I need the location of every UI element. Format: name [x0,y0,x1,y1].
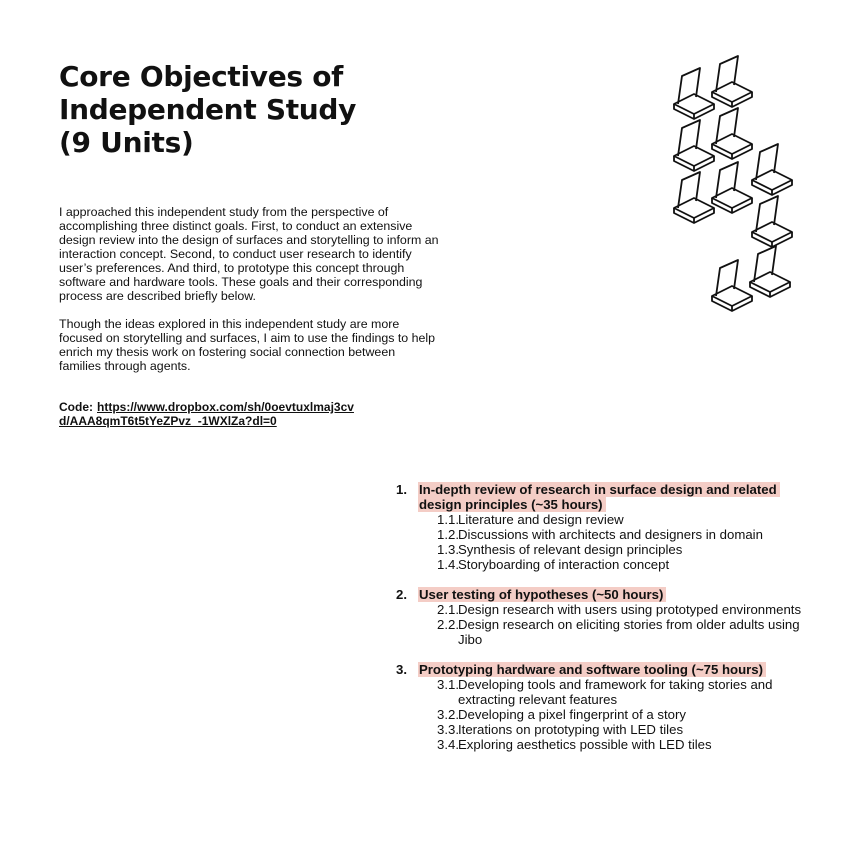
objective-item [396,662,816,752]
chair-icon [712,108,752,159]
sub-item [396,527,816,542]
sub-item-number: 2.1. [437,602,459,617]
sub-item [396,707,816,722]
objective-number: 1. [396,482,407,497]
sub-item-text: Developing a pixel fingerprint of a story [458,707,686,722]
sub-item-text: Design research with users using prototyped environments [458,602,802,617]
sub-item-text: Discussions with architects and designers in domain [458,527,763,542]
page-title [59,60,419,159]
objective-title: User testing of hypotheses (~50 hours) [418,587,666,602]
objective-item [396,482,816,572]
sub-item-number: 3.2. [437,707,459,722]
sub-item-number: 1.2. [437,527,459,542]
sub-item-text: Iterations on prototyping with LED tiles [458,722,684,737]
sub-item [396,542,816,557]
objective-item [396,587,816,647]
objective-title: In-depth review of research in surface design and related design principles (~35 hours) [418,482,780,512]
sub-item-text: Exploring aesthetics possible with LED tiles [458,737,712,752]
sub-item-number: 1.1. [437,512,459,527]
sub-item-number: 3.4. [437,737,459,752]
objective-title: Prototyping hardware and software tooling (~75 hours) [418,662,766,677]
sub-item-number: 1.4. [437,557,459,572]
objective-number: 3. [396,662,407,677]
intro-paragraph-2: Though the ideas explored in this independent study are more focused on storytelling and surfaces, I aim to use the findings to help enrich my thesis work on fostering social connection between families through agents. [59,317,436,373]
sub-item [396,557,816,572]
sub-item-text: Storyboarding of interaction concept [458,557,670,572]
objective-number: 2. [396,587,407,602]
title-line: (9 Units) [59,126,194,159]
code-label: Code: [59,400,93,414]
sub-item-number: 2.2. [437,617,459,632]
sub-item [396,737,816,752]
intro-text [59,205,439,387]
chair-icon [674,120,714,171]
chair-icon [750,246,790,297]
sub-item-text: Literature and design review [458,512,624,527]
sub-item [396,512,816,527]
chair-cluster-decoration [660,50,800,315]
code-reference [59,400,359,428]
chair-icon [752,196,792,247]
chair-icon [752,144,792,195]
intro-paragraph-1: I approached this independent study from the perspective of accomplishing three distinct goals. First, to conduct an extensive design review into the design of surfaces and storytelling to inform an interaction concept. Second, to conduct user research to identify user’s preferences. And third, to prototype this concept through software and hardware tools. These goals and their corresponding process are described briefly below. [59,205,439,303]
chair-icon [712,162,752,213]
sub-item-number: 3.3. [437,722,459,737]
chair-icon [674,68,714,119]
chair-icon [712,260,752,311]
objectives-list [396,482,816,767]
chair-icon [674,172,714,223]
sub-item-text: Design research on eliciting stories from older adults using Jibo [458,617,800,647]
title-line: Independent Study [59,93,357,126]
code-link[interactable]: https://www.dropbox.com/sh/0oevtuxlmaj3cvd/AAA8qmT6t5tYeZPvz_-1WXlZa?dl=0 [59,400,354,428]
sub-item [396,617,816,647]
chair-icon [712,56,752,107]
sub-item-text: Developing tools and framework for taking stories and extracting relevant features [458,677,773,707]
sub-item-text: Synthesis of relevant design principles [458,542,683,557]
sub-item [396,602,816,617]
sub-item [396,722,816,737]
title-line: Core Objectives of [59,60,344,93]
sub-item-number: 3.1. [437,677,459,692]
sub-item [396,677,816,707]
sub-item-number: 1.3. [437,542,459,557]
